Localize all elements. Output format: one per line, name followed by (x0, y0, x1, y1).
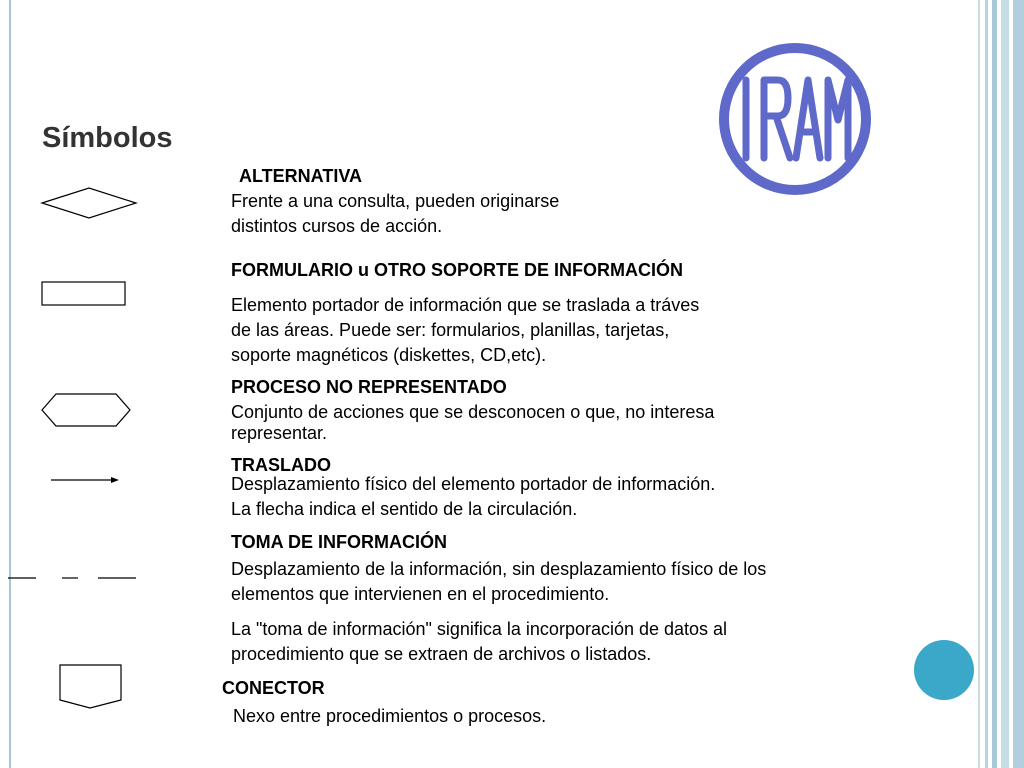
description-proceso (231, 402, 714, 444)
slide-title: Símbolos (42, 122, 173, 154)
heading-conector: CONECTOR (222, 678, 325, 698)
heading-toma-de-informacion: TOMA DE INFORMACIÓN (231, 532, 447, 552)
left-border-line (9, 0, 11, 768)
iram-logo (716, 40, 874, 198)
description-line: Frente a una consulta, pueden originarse (231, 191, 560, 211)
formulario-rectangle-symbol (41, 281, 127, 307)
heading-proceso-no-representado: PROCESO NO REPRESENTADO (231, 377, 507, 397)
heading-traslado: TRASLADO (231, 455, 331, 475)
description-line: La "toma de información" significa la incorporación de datos al (231, 619, 728, 639)
description-formulario (231, 293, 699, 368)
paragraph-spacer (231, 607, 766, 617)
alternativa-rhombus-symbol (40, 186, 138, 220)
description-line: procedimiento que se extraen de archivos o listados. (231, 644, 652, 664)
toma-de-informacion-dashed-line-symbol (6, 572, 140, 582)
description-line: Desplazamiento físico del elemento portador de información. (231, 474, 716, 494)
description-line: La flecha indica el sentido de la circulación. (231, 499, 578, 519)
description-line: representar. (231, 423, 328, 443)
description-line: Nexo entre procedimientos o procesos. (233, 706, 547, 726)
description-line: distintos cursos de acción. (231, 216, 443, 236)
proceso-hexagon-symbol (40, 392, 132, 428)
right-decorative-stripes (978, 0, 1024, 768)
description-alternativa (231, 189, 559, 239)
description-line: Elemento portador de información que se traslada a tráves (231, 295, 700, 315)
description-line: Conjunto de acciones que se desconocen o que, no interesa (231, 402, 715, 422)
conector-offpage-symbol (58, 663, 124, 711)
heading-formulario: FORMULARIO u OTRO SOPORTE DE INFORMACIÓN (231, 260, 683, 280)
description-line: soporte magnéticos (diskettes, CD,etc). (231, 345, 547, 365)
description-line: Desplazamiento de la información, sin desplazamiento físico de los (231, 559, 767, 579)
description-toma-de-informacion (231, 557, 766, 667)
traslado-arrow-symbol (49, 474, 121, 486)
description-line: de las áreas. Puede ser: formularios, planillas, tarjetas, (231, 320, 670, 340)
description-conector (233, 704, 546, 729)
decorative-accent-circle (914, 640, 974, 700)
heading-alternativa: ALTERNATIVA (239, 166, 362, 186)
description-traslado (231, 472, 715, 522)
description-line: elementos que intervienen en el procedimiento. (231, 584, 610, 604)
